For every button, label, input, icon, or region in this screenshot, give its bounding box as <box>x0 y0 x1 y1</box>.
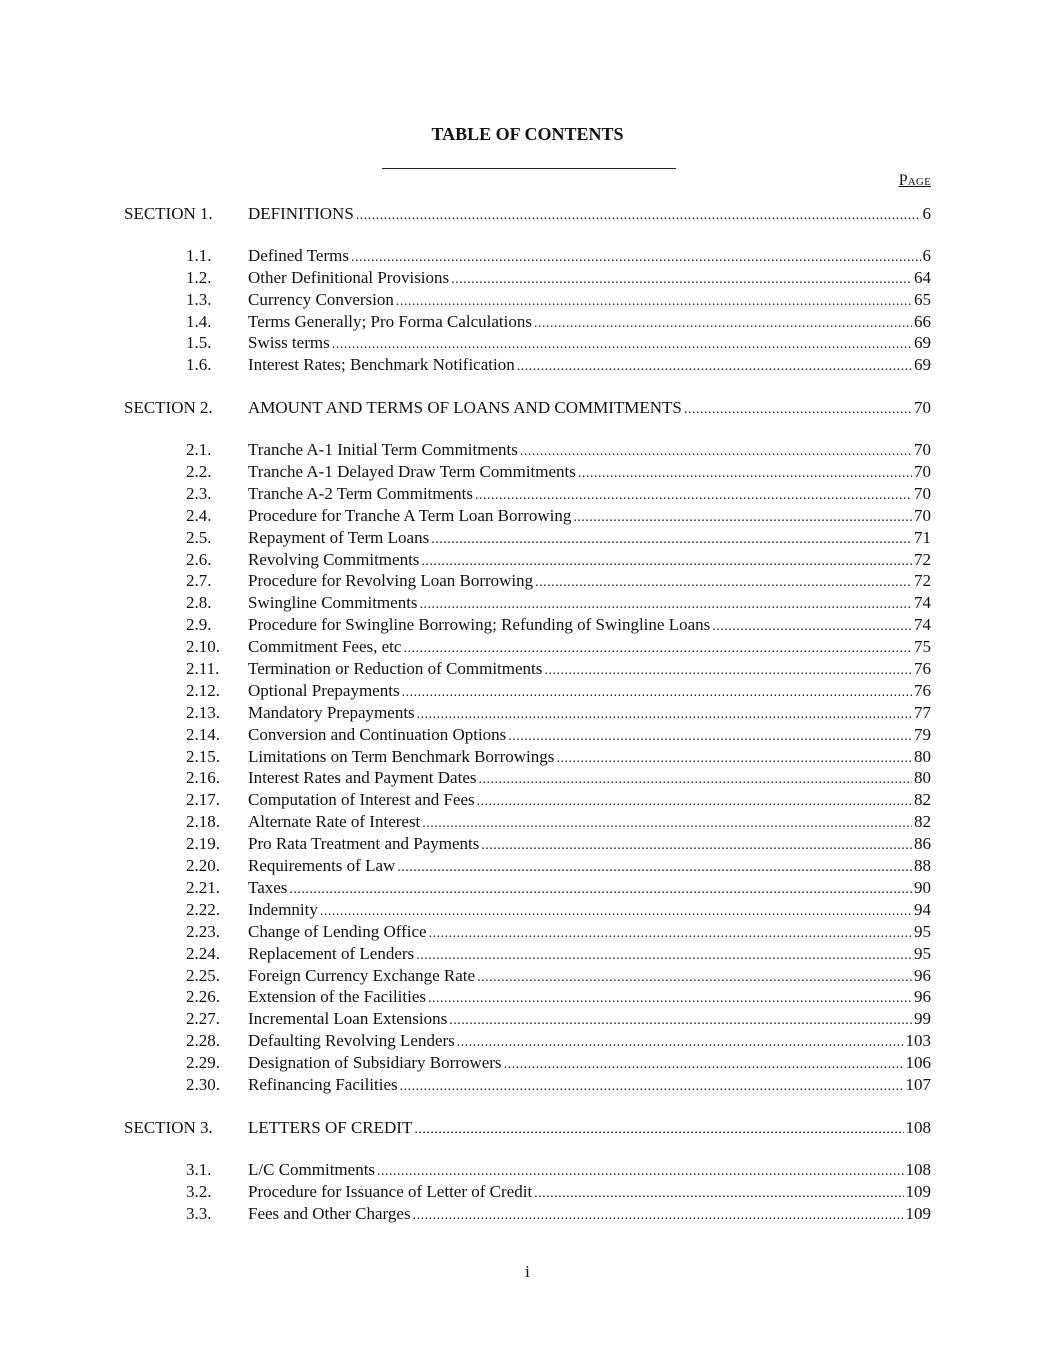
toc-entry-page: 107 <box>905 1074 931 1094</box>
toc-subsection-entry[interactable] <box>124 332 931 354</box>
toc-subsection-entry[interactable] <box>124 245 931 267</box>
dot-leader <box>504 1054 904 1076</box>
dot-leader <box>475 485 912 507</box>
dot-leader <box>403 638 912 660</box>
dot-leader <box>578 463 912 485</box>
toc-entry-page: 96 <box>914 965 931 985</box>
title-underline <box>382 168 676 169</box>
dot-leader <box>289 879 912 901</box>
toc-entry-number: 1.5. <box>186 333 212 353</box>
toc-entry-number: 3.1. <box>186 1159 212 1179</box>
toc-entry-number: 2.27. <box>186 1009 220 1029</box>
toc-entry-number: 2.19. <box>186 834 220 854</box>
dot-leader <box>508 726 912 748</box>
toc-subsection-entry[interactable] <box>124 311 931 333</box>
toc-entry-title: Repayment of Term Loans <box>248 527 430 547</box>
toc-entry-page: 6 <box>922 204 931 223</box>
dot-leader <box>534 1183 903 1205</box>
dot-leader <box>320 901 912 923</box>
toc-entry-page: 75 <box>914 637 931 657</box>
toc-entry-number: 2.16. <box>186 768 220 788</box>
toc-entry-title: Pro Rata Treatment and Payments <box>248 834 480 854</box>
toc-entry-page: 76 <box>914 680 931 700</box>
toc-entry-page: 99 <box>914 1009 931 1029</box>
toc-entry-page: 80 <box>914 746 931 766</box>
toc-entry-page: 103 <box>905 1031 931 1051</box>
toc-entry-page: 86 <box>914 834 931 854</box>
toc-subsection-entry[interactable] <box>124 1052 931 1074</box>
toc-subsection-entry[interactable] <box>124 570 931 592</box>
toc-entry-page: 72 <box>914 571 931 591</box>
toc-subsection-entry[interactable] <box>124 1074 931 1096</box>
toc-subsection-entry[interactable] <box>124 746 931 768</box>
toc-entry-number: 2.17. <box>186 790 220 810</box>
toc-entry-page: 70 <box>914 440 931 460</box>
toc-entry-title: Currency Conversion <box>248 289 394 309</box>
toc-entry-title: Refinancing Facilities <box>248 1074 398 1094</box>
dot-leader <box>420 594 912 616</box>
dot-leader <box>684 399 912 421</box>
toc-entry-title: Indemnity <box>248 899 318 919</box>
toc-entry-page: 109 <box>905 1181 931 1201</box>
toc-entry-title: Swiss terms <box>248 333 330 353</box>
toc-entry-page: 74 <box>914 615 931 635</box>
toc-entry-number: 2.7. <box>186 571 212 591</box>
toc-subsection-entry[interactable] <box>124 855 931 877</box>
toc-entry-number: SECTION 3. <box>124 1117 213 1137</box>
toc-subsection-entry[interactable] <box>124 505 931 527</box>
dot-leader <box>517 356 912 378</box>
toc-subsection-entry[interactable] <box>124 1203 931 1225</box>
toc-entry-title: Procedure for Issuance of Letter of Credit <box>248 1181 533 1201</box>
toc-subsection-entry[interactable] <box>124 592 931 614</box>
toc-entry-title: Incremental Loan Extensions <box>248 1009 448 1029</box>
toc-entry-title: Swingline Commitments <box>248 593 418 613</box>
toc-subsection-entry[interactable] <box>124 439 931 461</box>
dot-leader <box>573 507 912 529</box>
toc-entry-number: 2.5. <box>186 527 212 547</box>
toc-entry-number: 2.11. <box>186 659 220 679</box>
toc-entry-number: 3.3. <box>186 1203 212 1223</box>
dot-leader <box>351 247 921 269</box>
toc-entry-title: Interest Rates and Payment Dates <box>248 768 477 788</box>
dot-leader <box>428 988 912 1010</box>
toc-entry-title: Tranche A-1 Delayed Draw Term Commitments <box>248 462 576 482</box>
toc-entry-page: 108 <box>905 1159 931 1179</box>
toc-section-block <box>124 1117 931 1225</box>
toc-entry-page: 77 <box>914 702 931 722</box>
toc-entry-number: 2.22. <box>186 899 220 919</box>
toc-entry-number: 2.9. <box>186 615 212 635</box>
toc-entry-title: Computation of Interest and Fees <box>248 790 475 810</box>
toc-entry-page: 95 <box>914 943 931 963</box>
toc-entry-title: Defined Terms <box>248 245 349 265</box>
toc-subsection-entry[interactable] <box>124 636 931 658</box>
toc-entry-title: Tranche A-2 Term Commitments <box>248 483 473 503</box>
toc-title: TABLE OF CONTENTS <box>431 124 624 144</box>
dot-leader <box>397 857 912 879</box>
toc-entry-page: 66 <box>914 311 931 331</box>
dot-leader <box>534 313 912 335</box>
footer-page-number: i <box>525 1262 530 1281</box>
toc-entry-page: 90 <box>914 877 931 897</box>
toc-entry-page: 82 <box>914 790 931 810</box>
toc-subsection-entry[interactable] <box>124 527 931 549</box>
dot-leader <box>332 334 912 356</box>
toc-entry-number: 2.21. <box>186 877 220 897</box>
dot-leader <box>421 551 912 573</box>
toc-entry-title: Termination or Reduction of Commitments <box>248 659 543 679</box>
toc-entry-title: Mandatory Prepayments <box>248 702 415 722</box>
toc-entry-title: Terms Generally; Pro Forma Calculations <box>248 311 532 331</box>
toc-subsection-entry[interactable] <box>124 811 931 833</box>
toc-entry-number: 2.14. <box>186 724 220 744</box>
toc-subsection-entry[interactable] <box>124 833 931 855</box>
toc-entry-page: 70 <box>914 462 931 482</box>
toc-subsection-entry[interactable] <box>124 1008 931 1030</box>
toc-entry-title: Limitations on Term Benchmark Borrowings <box>248 746 555 766</box>
toc-entry-title: Optional Prepayments <box>248 680 400 700</box>
toc-subsection-entry[interactable] <box>124 289 931 311</box>
toc-entry-page: 95 <box>914 921 931 941</box>
toc-entry-title: LETTERS OF CREDIT <box>248 1117 413 1137</box>
toc-entry-page: 106 <box>905 1053 931 1073</box>
toc-entry-page: 88 <box>914 856 931 876</box>
toc-entry-number: SECTION 2. <box>124 398 213 418</box>
toc-subsection-entry[interactable] <box>124 877 931 899</box>
toc-entry-page: 70 <box>914 483 931 503</box>
toc-entry-title: Change of Lending Office <box>248 921 427 941</box>
toc-entry-title: Procedure for Tranche A Term Loan Borrowing <box>248 505 572 525</box>
toc-entry-title: DEFINITIONS <box>248 204 354 223</box>
toc-subsection-entry[interactable] <box>124 724 931 746</box>
toc-entry-page: 76 <box>914 659 931 679</box>
dot-leader <box>477 967 912 989</box>
page-column-header: Page <box>898 172 931 189</box>
toc-section-entry[interactable] <box>124 203 931 225</box>
dot-leader <box>457 1032 904 1054</box>
dot-leader <box>422 813 912 835</box>
toc-subsection-entry[interactable] <box>124 789 931 811</box>
toc-subsection-entry[interactable] <box>124 1159 931 1181</box>
toc-entry-number: 2.26. <box>186 987 220 1007</box>
toc-subsection-entry[interactable] <box>124 767 931 789</box>
dot-leader <box>402 682 912 704</box>
toc-entry-title: L/C Commitments <box>248 1159 376 1179</box>
toc-entry-page: 69 <box>914 333 931 353</box>
toc-subsection-entry[interactable] <box>124 899 931 921</box>
toc-entry-title: Fees and Other Charges <box>248 1203 411 1223</box>
toc-subsection-entry[interactable] <box>124 658 931 680</box>
toc-entry-title: AMOUNT AND TERMS OF LOANS AND COMMITMENTS <box>248 398 682 418</box>
toc-entry-page: 69 <box>914 355 931 375</box>
toc-entry-title: Other Definitional Provisions <box>248 267 450 287</box>
toc-entry-page: 94 <box>914 899 931 919</box>
toc-subsection-entry[interactable] <box>124 943 931 965</box>
toc-entry-number: 2.2. <box>186 462 212 482</box>
toc-entry-number: 2.30. <box>186 1074 220 1094</box>
dot-leader <box>429 923 912 945</box>
toc-entry-title: Procedure for Swingline Borrowing; Refunding of Swingline Loans <box>248 615 711 635</box>
toc-entry-page: 6 <box>922 245 931 265</box>
toc-subsection-entry[interactable] <box>124 614 931 636</box>
toc-entry-page: 65 <box>914 289 931 309</box>
toc-entry-title: Designation of Subsidiary Borrowers <box>248 1053 502 1073</box>
toc-subsection-entry[interactable] <box>124 921 931 943</box>
dot-leader <box>712 616 912 638</box>
toc-entry-page: 79 <box>914 724 931 744</box>
toc-entry-number: 2.23. <box>186 921 220 941</box>
toc-entry-number: 2.8. <box>186 593 212 613</box>
toc-entry-page: 70 <box>914 505 931 525</box>
toc-entry-title: Revolving Commitments <box>248 549 420 569</box>
toc-entry-title: Conversion and Continuation Options <box>248 724 507 744</box>
toc-entry-title: Defaulting Revolving Lenders <box>248 1031 455 1051</box>
toc-entry-title: Commitment Fees, etc <box>248 637 402 657</box>
dot-leader <box>356 205 921 227</box>
table-of-contents <box>124 203 931 1245</box>
toc-entry-page: 64 <box>914 267 931 287</box>
toc-entry-number: 2.29. <box>186 1053 220 1073</box>
toc-entry-number: 2.15. <box>186 746 220 766</box>
toc-entry-number: 1.6. <box>186 355 212 375</box>
toc-subsection-entry[interactable] <box>124 986 931 1008</box>
toc-subsection-entry[interactable] <box>124 549 931 571</box>
toc-entry-number: 1.1. <box>186 245 212 265</box>
toc-entry-number: 2.28. <box>186 1031 220 1051</box>
toc-entry-title: Alternate Rate of Interest <box>248 812 421 832</box>
dot-leader <box>520 441 912 463</box>
dot-leader <box>377 1161 903 1183</box>
dot-leader <box>479 769 913 791</box>
dot-leader <box>544 660 912 682</box>
toc-entry-title: Replacement of Lenders <box>248 943 415 963</box>
toc-entry-number: 2.6. <box>186 549 212 569</box>
toc-entry-number: SECTION 1. <box>124 204 213 223</box>
toc-entry-number: 2.12. <box>186 680 220 700</box>
dot-leader <box>400 1076 904 1098</box>
toc-entry-number: 2.3. <box>186 483 212 503</box>
dot-leader <box>477 791 912 813</box>
toc-entry-number: 2.1. <box>186 440 212 460</box>
toc-entry-number: 2.24. <box>186 943 220 963</box>
toc-entry-title: Interest Rates; Benchmark Notification <box>248 355 515 375</box>
toc-entry-number: 2.10. <box>186 637 220 657</box>
toc-entry-title: Foreign Currency Exchange Rate <box>248 965 476 985</box>
toc-entry-title: Taxes <box>248 877 288 897</box>
dot-leader <box>451 269 912 291</box>
toc-entry-page: 71 <box>914 527 931 547</box>
toc-subsection-entry[interactable] <box>124 461 931 483</box>
toc-entry-page: 74 <box>914 593 931 613</box>
dot-leader <box>431 529 912 551</box>
toc-subsection-entry[interactable] <box>124 354 931 376</box>
toc-entry-title: Procedure for Revolving Loan Borrowing <box>248 571 534 591</box>
toc-entry-number: 2.25. <box>186 965 220 985</box>
toc-subsection-entry[interactable] <box>124 965 931 987</box>
dot-leader <box>416 945 912 967</box>
toc-entry-number: 2.18. <box>186 812 220 832</box>
toc-section-entry[interactable] <box>124 397 931 419</box>
toc-subsection-entry[interactable] <box>124 702 931 724</box>
toc-section-entry[interactable] <box>124 1117 931 1139</box>
dot-leader <box>413 1205 904 1227</box>
toc-entry-title: Tranche A-1 Initial Term Commitments <box>248 440 518 460</box>
dot-leader <box>556 748 912 770</box>
toc-entry-page: 108 <box>905 1117 931 1137</box>
toc-entry-number: 1.2. <box>186 267 212 287</box>
toc-entry-title: Requirements of Law <box>248 856 396 876</box>
toc-subsection-entry[interactable] <box>124 680 931 702</box>
dot-leader <box>396 291 912 313</box>
toc-entry-number: 1.4. <box>186 311 212 331</box>
toc-section-block <box>124 203 931 376</box>
toc-entry-page: 72 <box>914 549 931 569</box>
toc-entry-number: 3.2. <box>186 1181 212 1201</box>
toc-section-block <box>124 397 931 1096</box>
dot-leader <box>535 572 912 594</box>
dot-leader <box>481 835 912 857</box>
toc-entry-page: 96 <box>914 987 931 1007</box>
dot-leader <box>414 1119 903 1141</box>
toc-subsection-entry[interactable] <box>124 267 931 289</box>
dot-leader <box>449 1010 912 1032</box>
toc-entry-number: 2.13. <box>186 702 220 722</box>
toc-subsection-entry[interactable] <box>124 483 931 505</box>
toc-entry-page: 82 <box>914 812 931 832</box>
dot-leader <box>417 704 912 726</box>
toc-entry-page: 109 <box>905 1203 931 1223</box>
toc-entry-number: 2.20. <box>186 856 220 876</box>
toc-subsection-entry[interactable] <box>124 1181 931 1203</box>
toc-entry-number: 2.4. <box>186 505 212 525</box>
toc-entry-page: 70 <box>914 398 931 418</box>
toc-entry-title: Extension of the Facilities <box>248 987 426 1007</box>
toc-entry-number: 1.3. <box>186 289 212 309</box>
toc-subsection-entry[interactable] <box>124 1030 931 1052</box>
toc-entry-page: 80 <box>914 768 931 788</box>
